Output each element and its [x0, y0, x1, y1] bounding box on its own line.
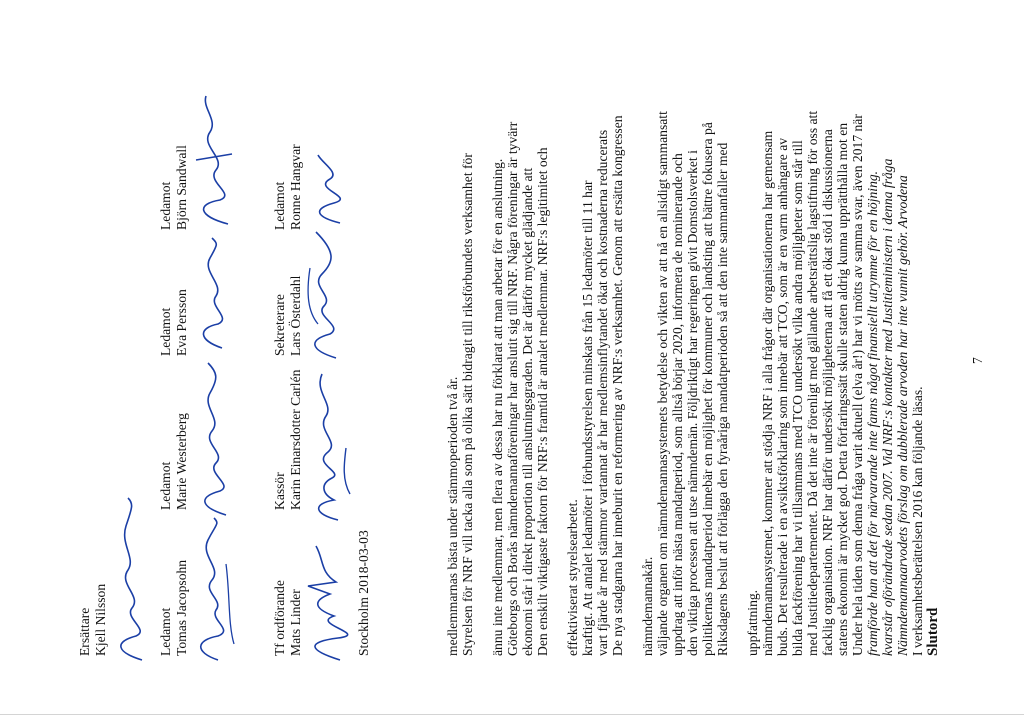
signatory-name: Mats Linder: [288, 589, 303, 656]
signatory-name: Ronne Hangvar: [288, 144, 303, 230]
signature-tomas-jacopsohn: [188, 514, 243, 664]
paragraph-line: Göteborgs och Borås nämndemannaföreningar har anslutit sig till NRF. Några föreningar är tyvärr: [505, 121, 520, 656]
paragraph-line: ekonomi står i direkt proportion till anslutningsgraden. Det är därför mycket glädjande att: [520, 167, 535, 656]
signature-lars-osterdahl: [300, 214, 350, 364]
paragraph-line: framförde han att det för närvarande inte fanns något finansiellt utrymme för en höjning.: [865, 170, 880, 656]
signature-eva-persson: [188, 234, 238, 354]
paragraph-line: kraftigt. Att antalet ledamöter i förbundsstyrelsen minskats från 15 ledamöter till 11 har: [580, 180, 595, 656]
paragraph-line: väljande organen om nämndemannasystemets betydelse och vikten av att nå en allsidigt sammansatt: [655, 111, 670, 656]
paragraph-line: kvarstår oförändrade sedan 2007. Vid NRF:s kontakter med Justitieministern i denna fråga: [880, 158, 895, 656]
bottom-divider: [0, 714, 1024, 715]
signatory-role: Kassör: [272, 472, 287, 510]
signatory-name: Eva Persson: [174, 289, 189, 356]
signatory-role: Sekreterare: [272, 294, 287, 356]
paragraph-line: bilda fackförening har vi tillsammans med TCO undersökt vilka andra möjligheter som står till: [790, 140, 805, 656]
paragraph-line: uppdrag att inför nästa mandatperiod, som alltså börjar 2020, informera de nominerande och: [670, 153, 685, 656]
section-title: Slutord: [925, 607, 941, 656]
paragraph-line: nämndemannasystemet, kommer att stödja NRF i alla frågor där organisationerna har gemensam: [760, 130, 775, 656]
paragraph-line: buds. Det resulterade i en avsiktsförklaring som innebär att TCO, som är en varm anhängare av: [775, 137, 790, 656]
signatory-role: Tf ordförande: [272, 580, 287, 656]
signature-mats-linder: [300, 524, 350, 664]
signatory-name: Tomas Jacopsohn: [174, 559, 189, 656]
signature-kjell-nilsson: [106, 494, 156, 664]
signatory-role: Ledamot: [158, 607, 173, 656]
signatory-name: Kjell Nilsson: [93, 583, 108, 656]
signature-marie-westerberg: [188, 359, 243, 519]
signatory-role: Ledamot: [158, 181, 173, 230]
paragraph-line: effektiviserat styrelsearbetet.: [565, 499, 580, 656]
paragraph-line: facklig organisation. NRF har därför undersökt möjligheterna att få ett ökat stöd i diskussionerna: [820, 129, 835, 656]
place-date: Stockholm 2018-03-03: [356, 530, 371, 656]
signatory-role: Ledamot: [272, 181, 287, 230]
paragraph-line: Den enskilt viktigaste faktorn för NRF:s framtid är antalet medlemmar. NRF:s legitimitet och: [535, 147, 550, 656]
page-number: 7: [970, 357, 985, 364]
paragraph-line: vart fjärde år med stämmor vartannat år har medlemsinflytandet ökat och kostnaderna reducerats: [595, 129, 610, 656]
paragraph-line: statens ekonomi är mycket god. Detta förfaringssätt skulle staten aldrig kunna upprätthålla mot en: [835, 122, 850, 656]
paragraph-line: Riksdagens beslut att förlägga den fyraåriga mandatperioden så att den inte sammanfaller med: [715, 142, 730, 656]
paragraph-line: Styrelsen för NRF vill tacka alla som på olika sätt bidragit till riksförbundets verksamhet för: [460, 153, 475, 656]
paragraph-line: ännu inte medlemmar, men flera av dessa har nu förklarat att man arbetar för en anslutning.: [490, 158, 505, 656]
signature-ronne-hangvar: [300, 149, 350, 229]
paragraph-line: Under hela tiden som denna fråga varit aktuell (elva år!) har vi mötts av samma svar, även 2017 när: [850, 114, 865, 656]
signature-bjorn-sandwall: [188, 90, 243, 230]
paragraph-line: nämndemannakår.: [640, 556, 655, 656]
signatory-role: Ledamot: [158, 461, 173, 510]
paragraph-line: med Justitiedepartementet. Då det inte är förenligt med gällande arbetsrättslig lagstiftning för oss att: [805, 110, 820, 656]
paragraph-line: De nya stadgarna har inneburit en reformering av NRF:s verksamhet. Genom att ersätta kongressen: [610, 115, 625, 656]
signatory-name: Marie Westerberg: [174, 413, 189, 510]
signatory-role: Ledamot: [158, 307, 173, 356]
paragraph-line: medlemmarnas bästa under stämmoperioden två år.: [445, 376, 460, 656]
paragraph-line: uppfattning.: [745, 589, 760, 656]
signature-karin-einarsdotter-carlen: [300, 354, 355, 524]
paragraph-line: politikernas mandatperiod innebär en möjlighet för kommuner och landsting att bättre fokusera på: [700, 122, 715, 656]
signatory-name: Björn Sandwall: [174, 145, 189, 230]
signatory-role: Ersättare: [77, 607, 92, 656]
paragraph-line: den viktiga processen att utse nämndemän. Följdriktigt har regeringen givit Domstolsverket i: [685, 150, 700, 656]
paragraph-line: Nämndemannaarvodets förslag om dubblerade arvoden har inte vunnit gehör. Arvodena: [895, 175, 910, 656]
signatory-name: Karin Einarsdotter Carlén: [288, 369, 303, 510]
paragraph-line: I verksamhetsberättelsen 2016 kan följande läsas.: [910, 386, 925, 656]
signatory-name: Lars Österdahl: [288, 275, 303, 356]
